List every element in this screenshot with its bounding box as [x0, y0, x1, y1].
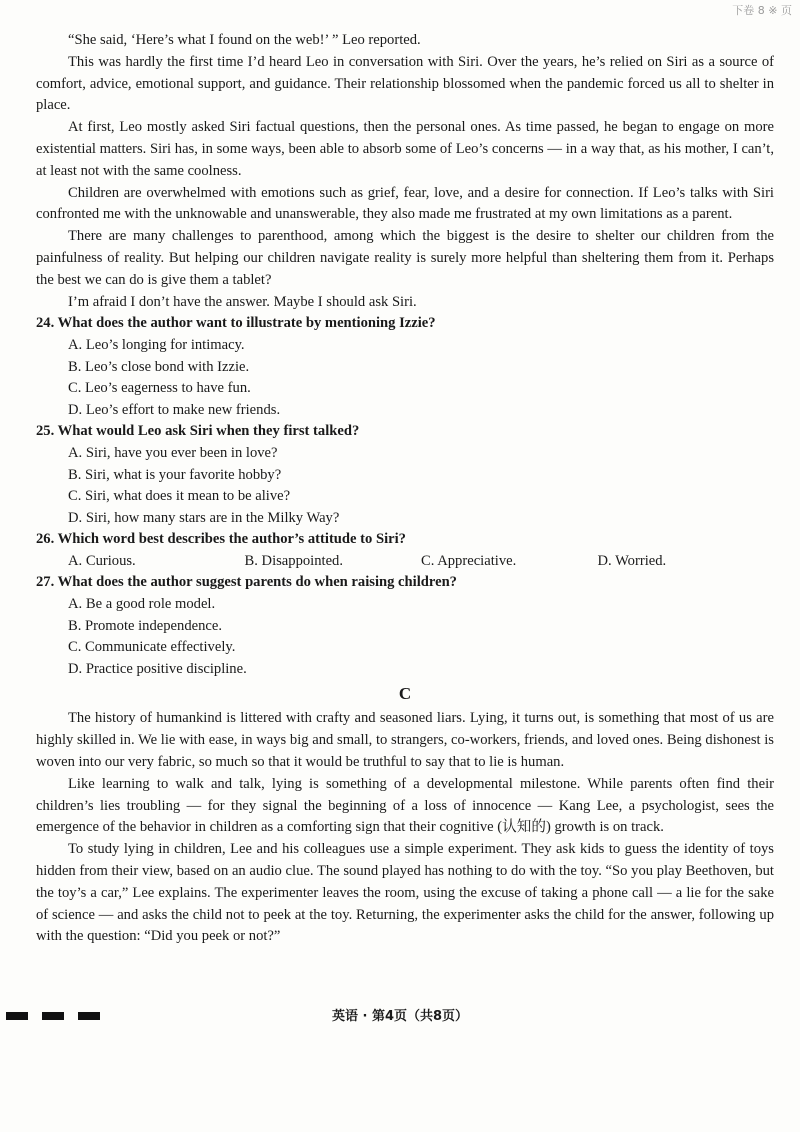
passage-paragraph: “She said, ‘Here’s what I found on the web!’ ” Leo reported. — [68, 32, 421, 48]
exam-page — [36, 30, 774, 948]
question-25 — [36, 421, 774, 529]
option-a: A. Leo’s longing for intimacy. — [68, 336, 245, 353]
options-row — [36, 551, 774, 573]
passage-paragraph: At first, Leo mostly asked Siri factual questions, then the personal ones. As time passed, he began to engage on more existential matters. Siri has, in some ways, been able to absorb some of Leo’s concerns — in a way that, as his mother, I can’t, at least not with the same coolness. — [36, 119, 774, 179]
option-c: C. Communicate effectively. — [68, 639, 236, 656]
passage-paragraph: There are many challenges to parenthood, among which the biggest is the desire to shelter our children from the painfulness of reality. But helping our children navigate reality is surely more helpful than sheltering them from it. Perhaps the best we can do is give them a tablet? — [36, 228, 774, 288]
question-stem: 24. What does the author want to illustrate by mentioning Izzie? — [36, 315, 436, 332]
question-24 — [36, 313, 774, 421]
passage-paragraph: I’m afraid I don’t have the answer. Maybe I should ask Siri. — [68, 293, 417, 310]
option-d: D. Practice positive discipline. — [68, 660, 247, 677]
option-c: C. Appreciative. — [421, 552, 517, 569]
option-d: D. Siri, how many stars are in the Milky Way? — [68, 509, 340, 526]
page-footer: 英语 · 第4页（共8页） — [331, 1009, 469, 1024]
option-c: C. Leo’s eagerness to have fun. — [68, 380, 251, 397]
question-27 — [36, 572, 774, 680]
question-stem: 26. Which word best describes the author’s attitude to Siri? — [36, 531, 406, 548]
passage-paragraph: To study lying in children, Lee and his colleagues use a simple experiment. They ask kids to guess the identity of toys hidden from their view, based on an audio clue. The sound played has nothing to do with the toy. “So you play Beethoven, but the toy’s a car,” Lee explains. The experimenter leaves the room, using the excuse of taking a phone call — a lie for the sake of science — and asks the child not to peek at the toy. Returning, the experimenter asks the child for the answer, following up with the question: “Did you peek or not?” — [36, 841, 774, 945]
option-a: A. Be a good role model. — [68, 596, 216, 613]
option-c: C. Siri, what does it mean to be alive? — [68, 488, 291, 505]
option-b: B. Leo’s close bond with Izzie. — [68, 358, 250, 375]
option-d: D. Leo’s effort to make new friends. — [68, 401, 281, 418]
passage-paragraph: Children are overwhelmed with emotions such as grief, fear, love, and a desire for connection. If Leo’s talks with Siri confronted me with the unknowable and unanswerable, they also made me frustrated at my own limitations as a parent. — [36, 184, 774, 223]
option-b: B. Disappointed. — [244, 552, 344, 569]
option-b: B. Promote independence. — [68, 617, 223, 634]
option-d: D. Worried. — [597, 552, 667, 569]
corner-watermark: 下卷 8 ※ 页 — [732, 4, 792, 17]
passage-paragraph: The history of humankind is littered with crafty and seasoned liars. Lying, it turns out, is something that most of us are highly skilled in. We lie with ease, in ways big and small, to strangers, co-workers, friends, and loved ones. Being dishonest is woven into our very fabric, so much so that it would be truthful to say that to lie is human. — [36, 710, 774, 771]
passage-paragraph: Like learning to walk and talk, lying is something of a developmental milestone. While parents often find their children’s lies troubling — for they signal the beginning of a loss of innocence — Kang Lee, a psychologist, sees the emergence of the behavior in children as a comforting sign that their cognitive (认知的) growth is on track. — [36, 775, 774, 836]
option-a: A. Siri, have you ever been in love? — [68, 444, 278, 461]
option-b: B. Siri, what is your favorite hobby? — [68, 466, 282, 483]
option-a: A. Curious. — [68, 552, 136, 569]
question-stem: 25. What would Leo ask Siri when they first talked? — [36, 423, 360, 440]
section-heading: C — [398, 684, 412, 704]
passage-paragraph: This was hardly the first time I’d heard Leo in conversation with Siri. Over the years, he’s relied on Siri as a source of comfort, advice, emotional support, and guidance. Their relationship blossomed when the pandemic forced us all to shelter in place. — [36, 53, 774, 114]
question-26 — [36, 529, 774, 572]
question-stem: 27. What does the author suggest parents do when raising children? — [36, 574, 457, 591]
